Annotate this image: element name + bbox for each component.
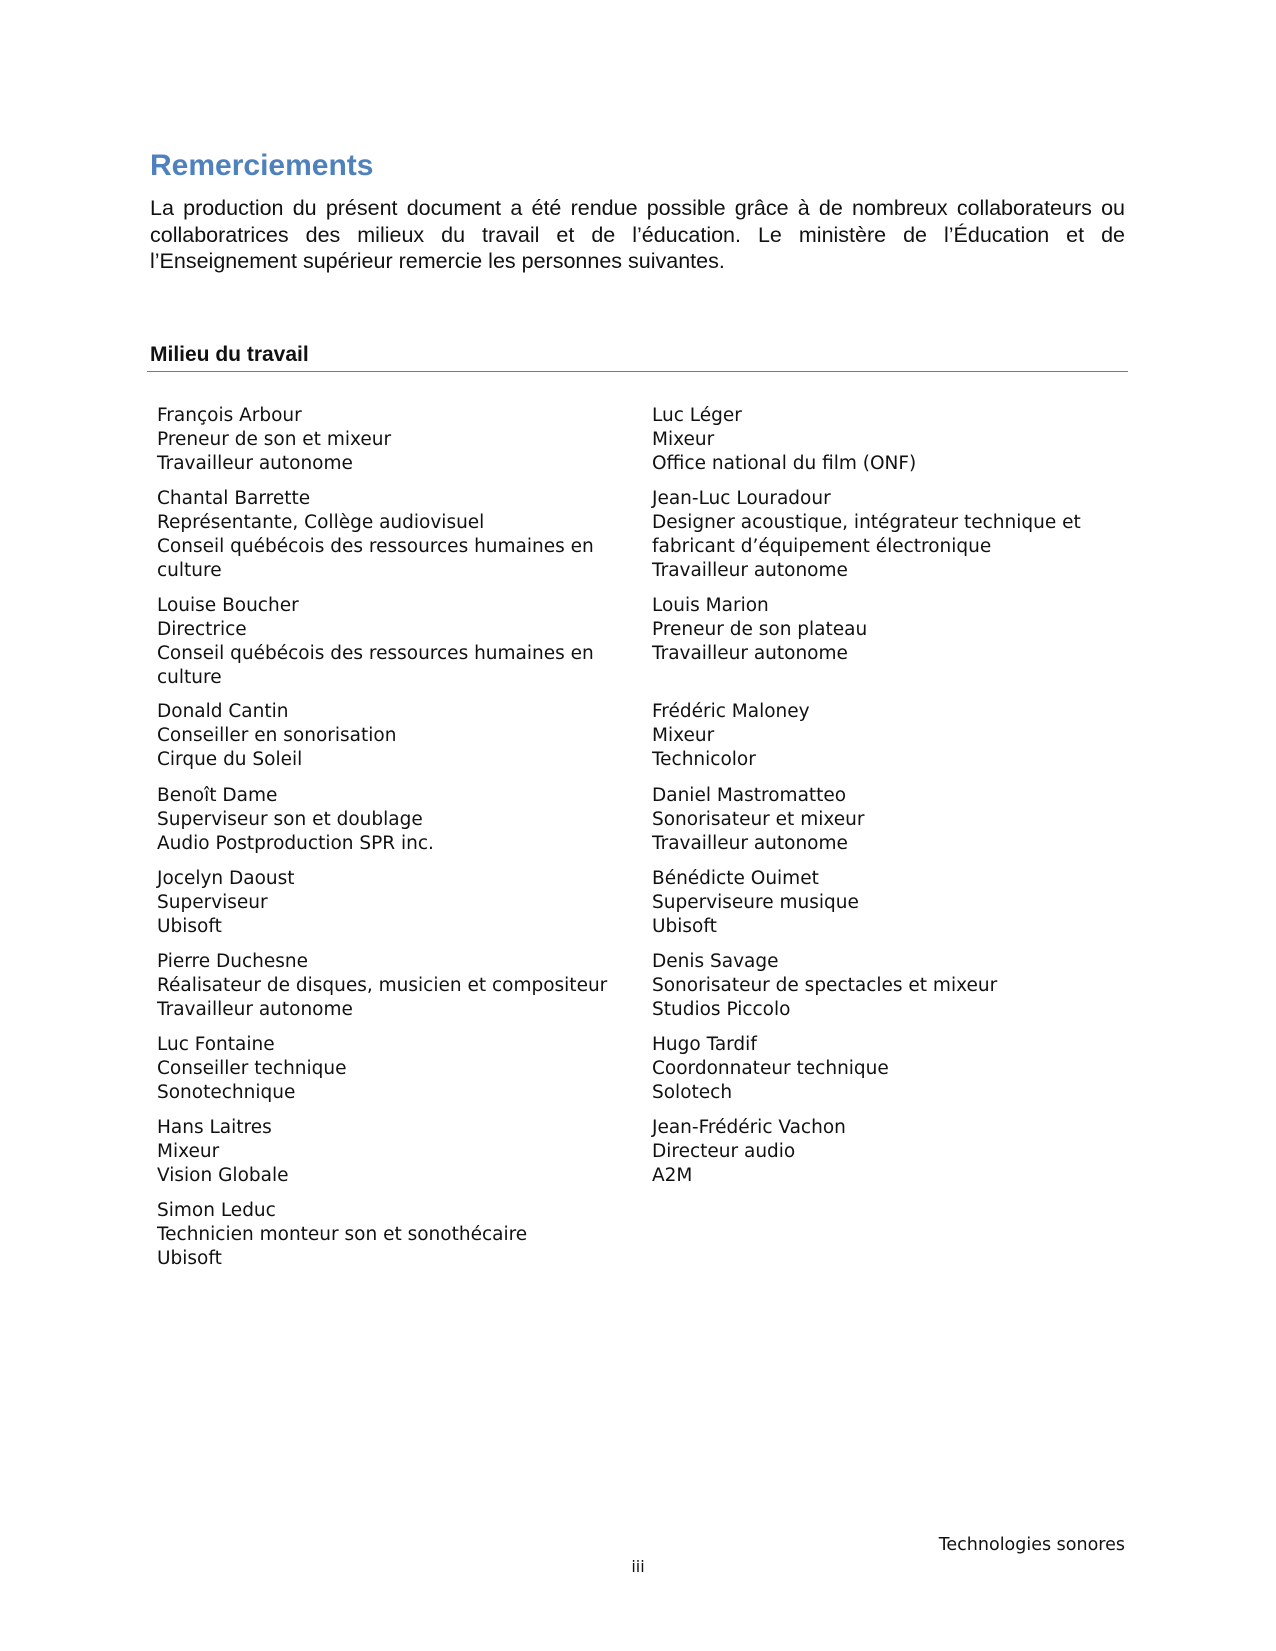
contributor-name: Simon Leduc — [157, 1200, 276, 1221]
contributor-role: Conseiller en sonorisation — [157, 725, 397, 746]
contributor-organization: Conseil québécois des ressources humaines en — [157, 536, 594, 557]
contributor-organization: Travailleur autonome — [157, 453, 353, 474]
contributor-name: Jean-Luc Louradour — [652, 488, 831, 509]
contributor-name: Donald Cantin — [157, 701, 289, 722]
contributor-role: Réalisateur de disques, musicien et compositeur — [157, 975, 608, 996]
contributor-organization: Travailleur autonome — [652, 643, 848, 664]
contributor-entry — [652, 1116, 1132, 1188]
contributor-role: Technicien monteur son et sonothécaire — [157, 1224, 528, 1245]
contributor-role: Directeur audio — [652, 1141, 796, 1162]
contributor-role: Mixeur — [652, 429, 715, 450]
contributor-name: Bénédicte Ouimet — [652, 868, 819, 889]
contributor-entry — [652, 594, 1132, 666]
contributor-role: Représentante, Collège audiovisuel — [157, 512, 485, 533]
contributor-organization: Conseil québécois des ressources humaines en — [157, 643, 594, 664]
contributor-name: Daniel Mastromatteo — [652, 785, 847, 806]
contributor-entry — [157, 1033, 637, 1105]
contributor-role: Directrice — [157, 619, 247, 640]
page-number: iii — [631, 1557, 645, 1576]
contributor-role: Superviseure musique — [652, 892, 859, 913]
contributor-organization: Sonotechnique — [157, 1082, 296, 1103]
contributor-role: Designer acoustique, intégrateur technique et — [652, 512, 1081, 533]
contributor-role: Sonorisateur de spectacles et mixeur — [652, 975, 998, 996]
contributor-role: Preneur de son plateau — [652, 619, 868, 640]
contributor-entry — [157, 1116, 637, 1188]
contributor-entry — [157, 487, 637, 583]
contributor-entry — [652, 950, 1132, 1022]
contributor-entry — [652, 867, 1132, 939]
contributor-name: Frédéric Maloney — [652, 701, 810, 722]
section-divider — [147, 371, 1128, 372]
contributor-name: Denis Savage — [652, 951, 779, 972]
contributor-organization: Travailleur autonome — [652, 560, 848, 581]
contributor-entry — [157, 1199, 637, 1271]
contributor-organization: Vision Globale — [157, 1165, 289, 1186]
contributor-entry — [652, 404, 1132, 476]
contributor-organization: Travailleur autonome — [652, 833, 848, 854]
contributor-name: Jocelyn Daoust — [157, 868, 295, 889]
contributor-organization: Audio Postproduction SPR inc. — [157, 833, 434, 854]
contributor-name: François Arbour — [157, 405, 302, 426]
page-title: Remerciements — [150, 149, 374, 182]
contributor-name: Luc Fontaine — [157, 1034, 275, 1055]
left-column — [157, 404, 637, 1271]
intro-paragraph: La production du présent document a été rendue possible grâce à de nombreux collaborateurs ou collaboratrices des milieux du travail et de l’éducation. Le ministère de l’Éducation et de l’Enseignement supérieur remercie les personnes suivantes. — [150, 196, 1125, 273]
contributor-name: Louis Marion — [652, 595, 769, 616]
contributor-role: Mixeur — [157, 1141, 220, 1162]
contributor-entry — [157, 404, 637, 476]
contributor-role-continued: fabricant d’équipement électronique — [652, 536, 992, 557]
footer-document-title: Technologies sonores — [938, 1535, 1125, 1555]
contributor-entry — [157, 784, 637, 856]
contributor-name: Luc Léger — [652, 405, 742, 426]
contributor-entry — [157, 594, 637, 690]
contributor-role: Mixeur — [652, 725, 715, 746]
contributor-organization: Travailleur autonome — [157, 999, 353, 1020]
contributor-name: Hugo Tardif — [652, 1034, 757, 1055]
contributor-organization: Cirque du Soleil — [157, 749, 303, 770]
contributor-role: Conseiller technique — [157, 1058, 347, 1079]
contributor-entry — [652, 784, 1132, 856]
right-column — [652, 404, 1132, 1188]
contributor-entry — [157, 867, 637, 939]
contributor-organization-continued: culture — [157, 560, 222, 581]
contributor-entry — [157, 700, 637, 772]
contributor-organization: Ubisoft — [157, 1248, 222, 1269]
contributor-organization: Technicolor — [652, 749, 756, 770]
contributor-organization: Studios Piccolo — [652, 999, 791, 1020]
contributor-role: Preneur de son et mixeur — [157, 429, 392, 450]
contributor-organization: Ubisoft — [157, 916, 222, 937]
contributor-entry — [652, 487, 1132, 583]
contributor-entry — [652, 1033, 1132, 1105]
contributor-role: Superviseur son et doublage — [157, 809, 423, 830]
section-heading: Milieu du travail — [150, 343, 309, 366]
contributor-entry — [157, 950, 637, 1022]
contributor-role: Coordonnateur technique — [652, 1058, 889, 1079]
contributor-name: Benoît Dame — [157, 785, 278, 806]
contributor-organization-continued: culture — [157, 667, 222, 688]
contributor-organization: A2M — [652, 1165, 693, 1186]
contributor-name: Pierre Duchesne — [157, 951, 309, 972]
contributor-name: Chantal Barrette — [157, 488, 311, 509]
contributor-name: Louise Boucher — [157, 595, 299, 616]
contributor-entry — [652, 700, 1132, 772]
contributor-name: Hans Laitres — [157, 1117, 272, 1138]
contributor-name: Jean-Frédéric Vachon — [652, 1117, 846, 1138]
contributor-organization: Ubisoft — [652, 916, 717, 937]
contributor-role: Superviseur — [157, 892, 268, 913]
contributor-organization: Office national du film (ONF) — [652, 453, 917, 474]
contributor-role: Sonorisateur et mixeur — [652, 809, 865, 830]
contributor-organization: Solotech — [652, 1082, 733, 1103]
